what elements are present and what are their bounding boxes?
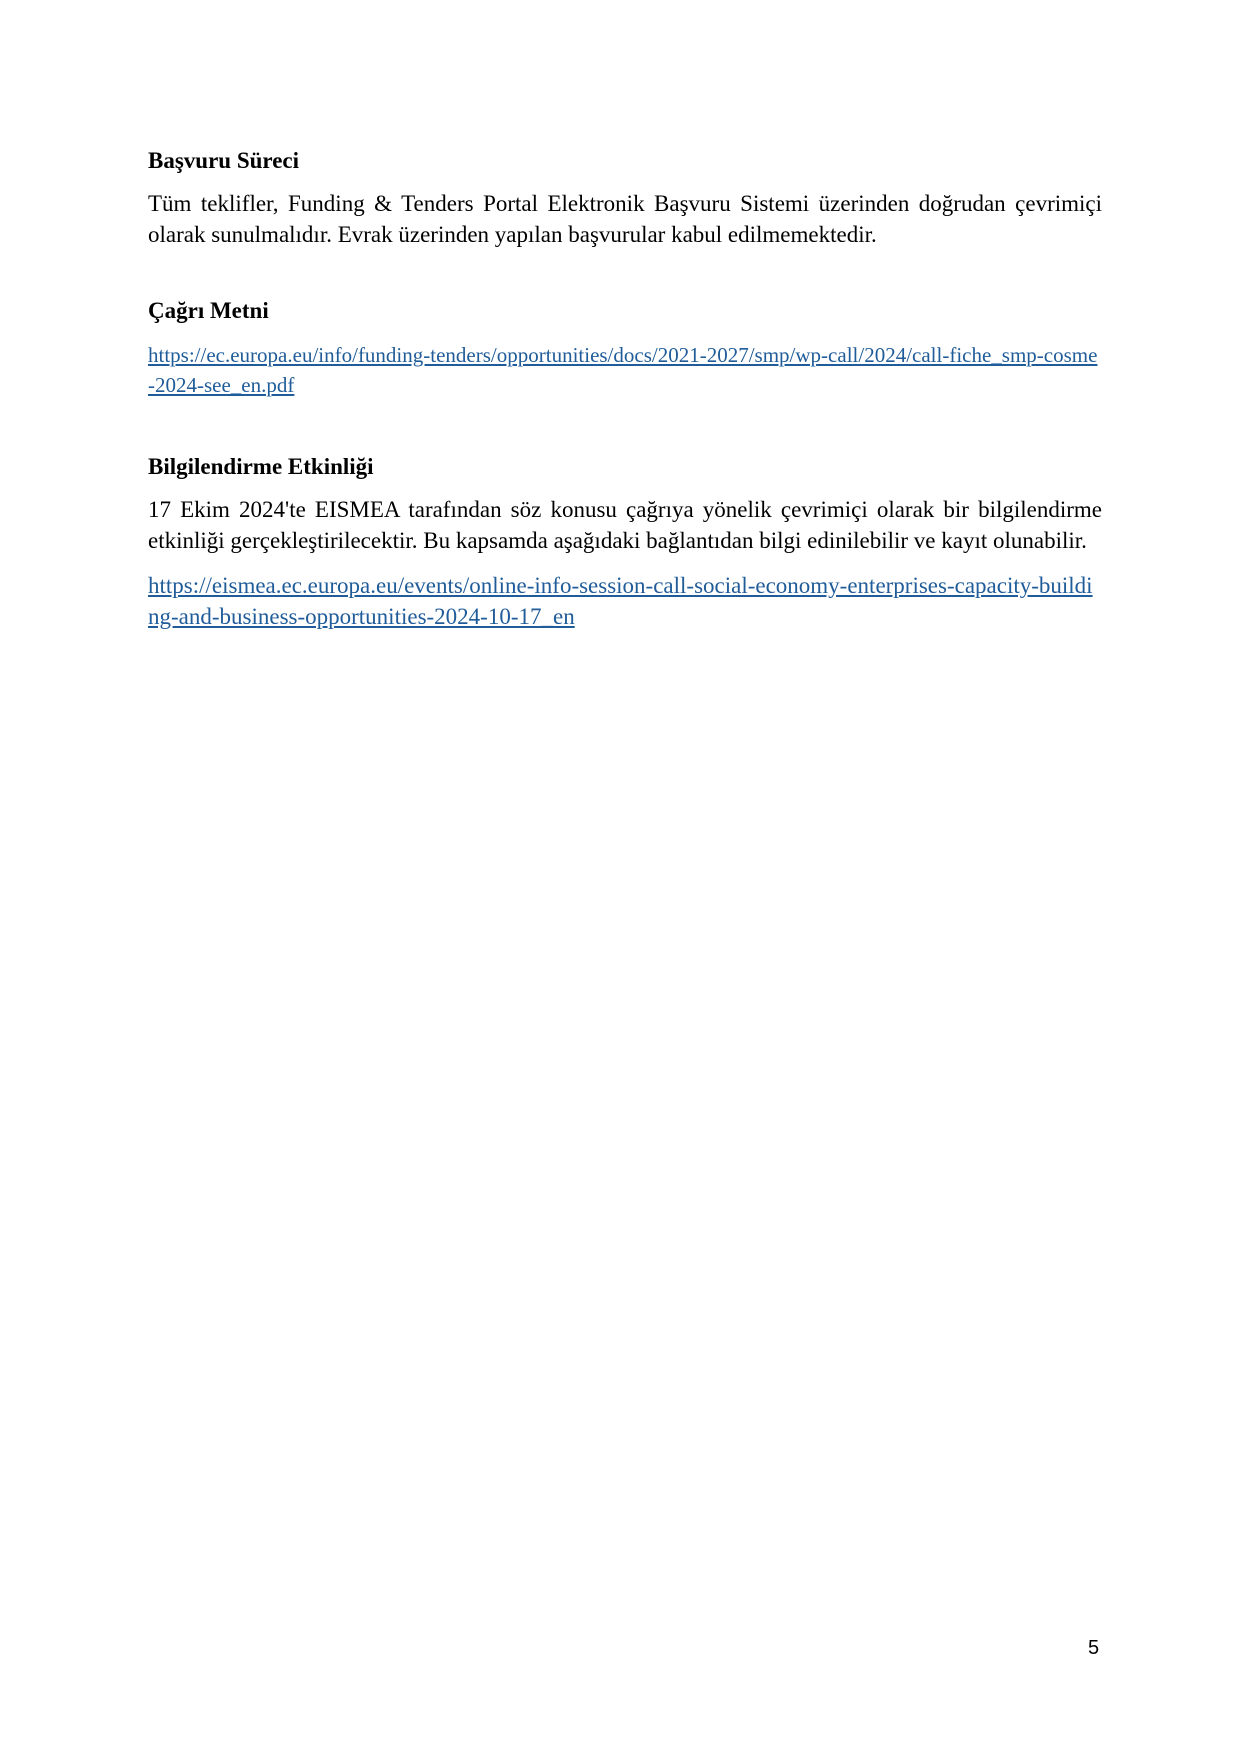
section-heading-call-text: Çağrı Metni (148, 298, 269, 323)
page-content (148, 146, 1102, 632)
section-paragraph-application-process: Tüm teklifler, Funding & Tenders Portal Elektronik Başvuru Sistemi üzerinden doğrudan çevrimiçi olarak sunulmalıdır. Evrak üzerinden yapılan başvurular kabul edilmemektedir. (148, 191, 1102, 247)
section-paragraph-info-event: 17 Ekim 2024'te EISMEA tarafından söz konusu çağrıya yönelik çevrimiçi olarak bir bilgilendirme etkinliği gerçekleştirilecektir. Bu kapsamda aşağıdaki bağlantıdan bilgi edinilebilir ve kayıt olunabilir. (148, 497, 1102, 553)
page-number: 5 (1088, 1637, 1100, 1659)
call-fiche-link[interactable]: https://ec.europa.eu/info/funding-tenders/opportunities/docs/2021-2027/smp/wp-call/2024/call-fiche_smp-cosme-2024-see_en.pdf (148, 343, 1098, 397)
section-heading-application-process: Başvuru Süreci (148, 148, 300, 173)
section-heading-info-event: Bilgilendirme Etkinliği (148, 454, 374, 479)
info-session-link[interactable]: https://eismea.ec.europa.eu/events/online-info-session-call-social-economy-enterprises-capacity-building-and-business-opportunities-2024-10-17_en (148, 573, 1093, 629)
